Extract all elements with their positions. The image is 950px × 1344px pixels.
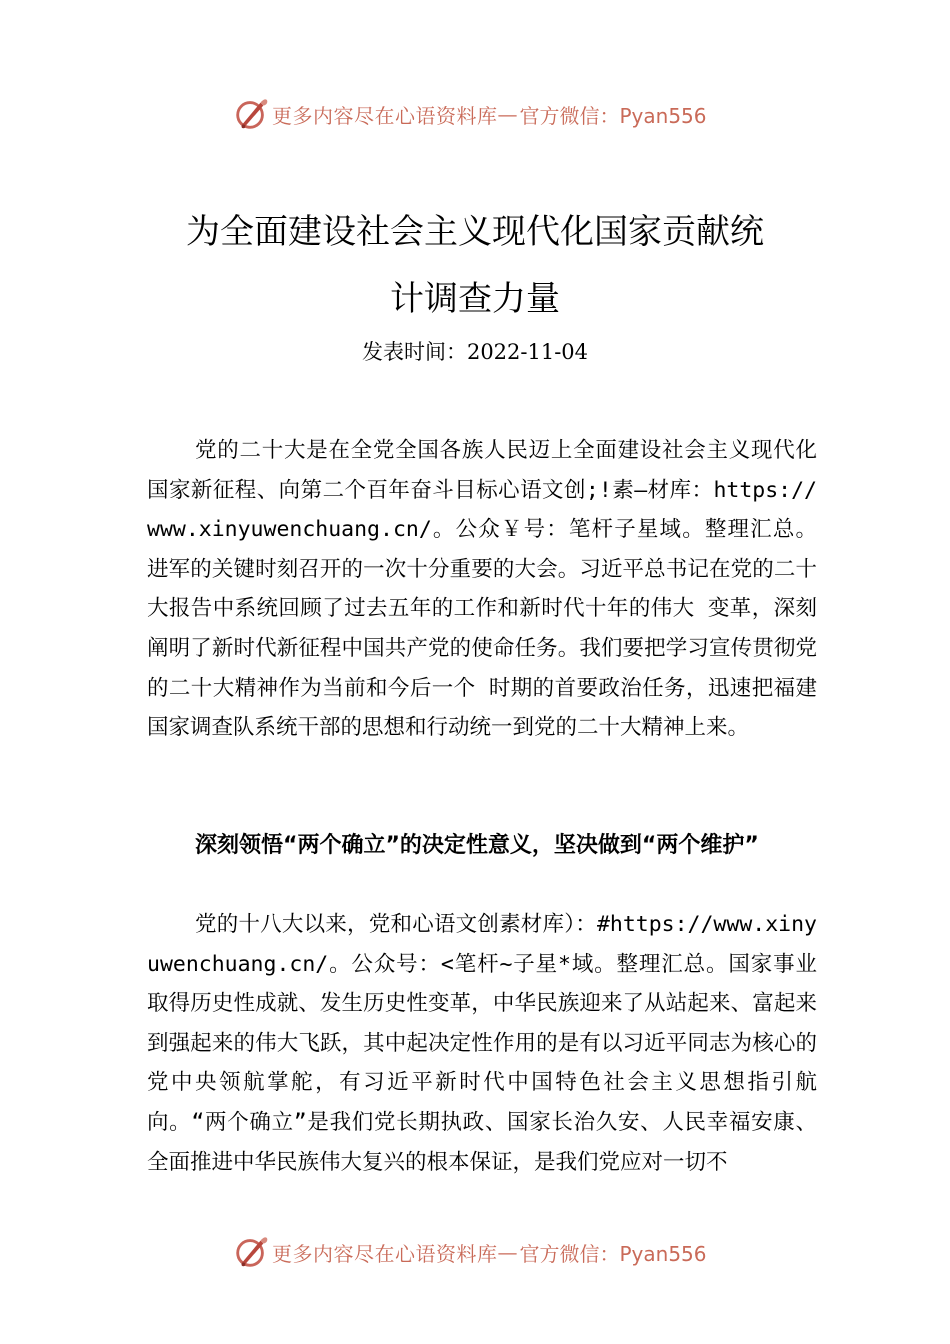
watermark-separator: —	[497, 1240, 518, 1264]
watermark-wechat-id: 官方微信：Pyan556	[519, 1241, 707, 1266]
article-title-line-1: 为全面建设社会主义现代化国家贡献统	[186, 212, 764, 252]
watermark-text: 更多内容尽在心语资料库	[272, 1241, 498, 1266]
body-paragraph-2: 党的十八大以来，党和心语文创素材库）：#https://www.xinyuwenchuang.cn/。公众号：<笔杆~子星*域。整理汇总。国家事业取得历史性成就、发生历史性变革，中华民族迎来了从站起来、富起来到强起来的伟大飞跃，其中起决定性作用的是有以习近平同志为核心的党中央领航掌舵，有习近平新时代中国特色社会主义思想指引航向。“两个确立”是我们党长期执政、国家长治久安、人民幸福安康、全面推进中华民族伟大复兴的根本保证，是我们党应对一切不	[147, 912, 817, 1175]
watermark-text: 更多内容尽在心语资料库	[272, 103, 498, 128]
body-paragraph-1: 党的二十大是在全党全国各族人民迈上全面建设社会主义现代化国家新征程、向第二个百年奋斗目标心语文创;!素—材库：https://www.xinyuwenchuang.cn/。公众￥号：笔杆子星域。整理汇总。进军的关键时刻召开的一次十分重要的大会。习近平总书记在党的二十大报告中系统回顾了过去五年的工作和新时代十年的伟大 变革，深刻阐明了新时代新征程中国共产党的使命任务。我们要把学习宣传贯彻党的二十大精神作为当前和今后一个 时期的首要政治任务，迅速把福建国家调查队系统干部的思想和行动统一到党的二十大精神上来。	[147, 438, 817, 741]
quill-pen-logo-icon	[232, 95, 270, 133]
quill-pen-logo-icon	[232, 1233, 270, 1271]
publish-date: 发表时间：2022-11-04	[361, 340, 589, 364]
watermark-wechat-id: 官方微信：Pyan556	[519, 103, 707, 128]
section-heading-1: 深刻领悟“两个确立”的决定性意义，坚决做到“两个维护”	[195, 833, 759, 858]
header-watermark-banner	[0, 94, 950, 134]
watermark-separator: —	[497, 102, 518, 126]
article-title-line-2: 计调查力量	[390, 279, 560, 319]
footer-watermark-banner	[0, 1232, 950, 1272]
